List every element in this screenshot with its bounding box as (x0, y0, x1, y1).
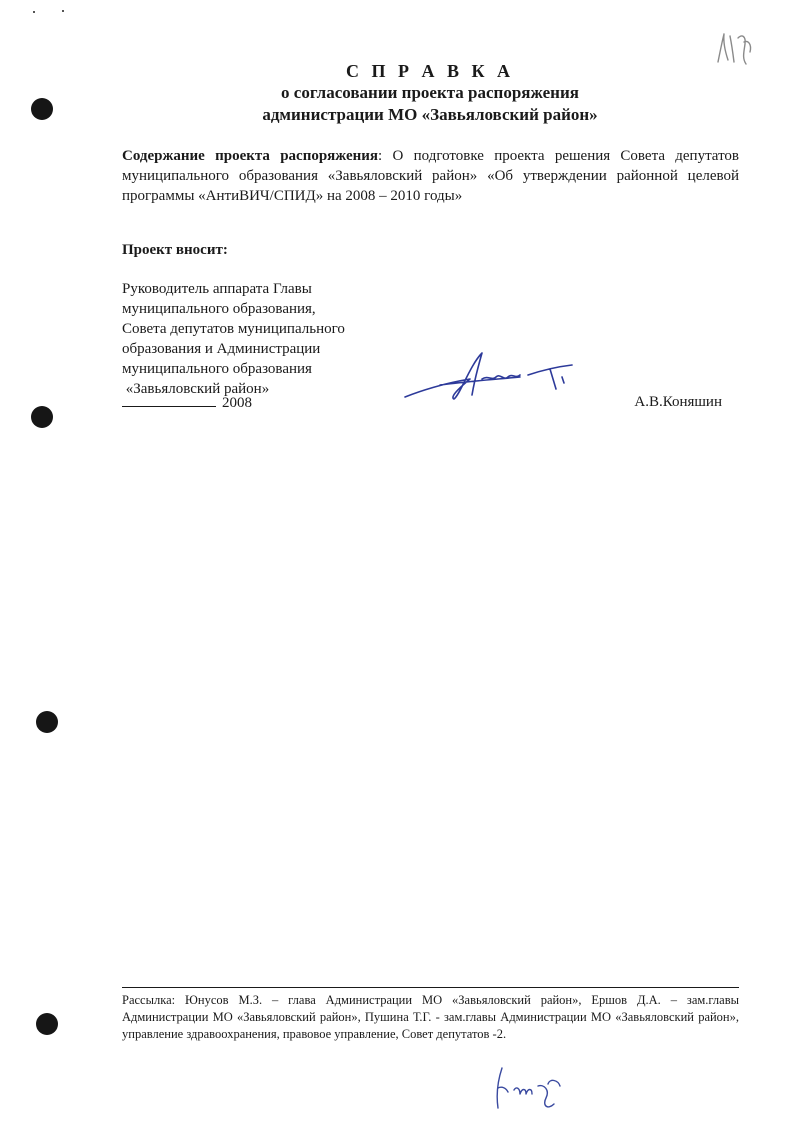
distribution-list: Рассылка: Юнусов М.З. – глава Администрации МО «Завьяловский район», Ершов Д.А. – зам.главы Администрации МО «Завьяловский район», Пушина Т.Г. - зам.главы Администрации МО «Завьяловский район», управление здравоохранения, правовое управление, Совет депутатов -2. (122, 993, 739, 1041)
date-line (122, 392, 252, 413)
punch-hole (31, 98, 53, 120)
position-line: муниципального образования, (122, 301, 316, 317)
scan-speck (33, 11, 35, 13)
order-content-text: : О подготовке проекта решения Совета депутатов муниципального образования «Завьяловский район» «Об утверждении районной целевой программы «АнтиВИЧ/СПИД» на 2008 – 2010 годы» (122, 148, 740, 204)
document-title-block (180, 60, 680, 126)
punch-hole (36, 1013, 58, 1035)
introducer-label: Проект вносит: (122, 242, 228, 258)
document-subtitle-line-1: о согласовании проекта распоряжения (281, 83, 579, 102)
handwritten-page-mark (708, 24, 758, 74)
document-subtitle-line-2: администрации МО «Завьяловский район» (262, 105, 598, 124)
position-line: образования и Администрации (122, 341, 321, 357)
order-content-paragraph (122, 146, 739, 206)
signer-name: А.В.Коняшин (634, 394, 722, 410)
date-blank-field (122, 392, 216, 407)
handwritten-signature (400, 345, 590, 405)
document-title: С П Р А В К А (345, 61, 515, 81)
punch-hole (31, 406, 53, 428)
punch-hole (36, 711, 58, 733)
position-line: муниципального образования (122, 361, 312, 377)
position-line: «Завьяловский район» (122, 381, 270, 397)
order-content-label: Содержание проекта распоряжения (122, 148, 379, 164)
date-year: 2008 (222, 395, 252, 411)
introducer-position (122, 279, 422, 399)
footer-divider (122, 987, 739, 988)
position-line: Руководитель аппарата Главы (122, 281, 312, 297)
handwritten-annotation (488, 1060, 588, 1120)
position-line: Совета депутатов муниципального (122, 321, 345, 337)
scan-speck (62, 10, 64, 12)
